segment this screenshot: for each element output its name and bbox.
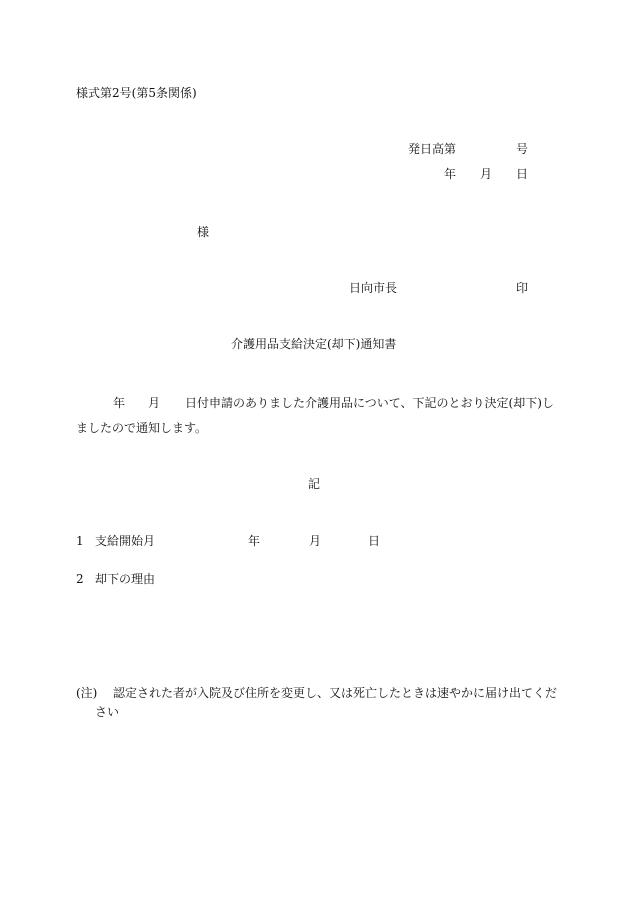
item-label: 却下の理由 [95,572,156,586]
note-line1: 認定された者が入院及び住所を変更し、又は死亡したときは速やかに届け出てくだ [113,686,558,700]
body-line2: ましたので通知します。 [76,421,208,435]
date-month: 月 [480,167,493,181]
ki-heading: 記 [308,477,321,491]
note-marker: (注) [76,686,98,700]
body-line1: 日付申請のありました介護用品について、下記のとおり決定(却下)し [185,396,554,410]
reference-number-prefix: 発日高第 [408,142,457,156]
body-month: 月 [148,396,161,410]
recipient-honorific: 様 [197,225,210,239]
date-day: 日 [516,167,529,181]
document-title: 介護用品支給決定(却下)通知書 [231,337,397,351]
item-day: 日 [368,534,381,548]
item-year: 年 [248,534,261,548]
item-month: 月 [309,534,322,548]
reference-number-suffix: 号 [516,142,529,156]
item-number: 1 [76,534,84,548]
issuer-name: 日向市長 [349,281,398,295]
item-number: 2 [76,572,84,586]
body-year: 年 [113,396,126,410]
item-label: 支給開始月 [95,534,156,548]
issuer-seal: 印 [516,281,529,295]
date-year: 年 [444,167,457,181]
note-line2: さい [95,705,120,719]
form-label: 様式第2号(第5条関係) [76,86,197,100]
